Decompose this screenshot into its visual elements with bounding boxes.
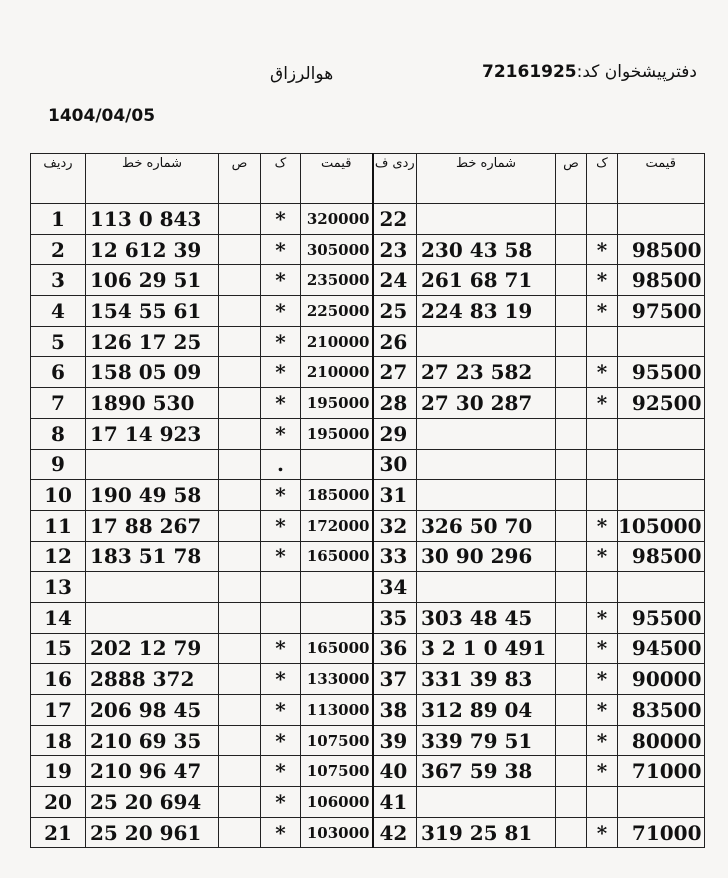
line-number-right: 367 59 38 [417,756,556,787]
document-date: 1404/04/05 [48,106,156,126]
line-number [86,602,219,633]
row-number-right: 24 [373,265,417,296]
kaf-mark: * [261,633,301,664]
row-number-right: 28 [373,388,417,419]
price-right [618,204,705,235]
table-row [31,695,705,726]
row-number-right: 34 [373,572,417,603]
row-number-right: 31 [373,480,417,511]
line-number: 106 29 51 [86,265,219,296]
line-number-right: 261 68 71 [417,265,556,296]
sad-cell [219,388,261,419]
kaf-mark-right: * [587,817,618,848]
table-row [31,449,705,480]
price: 172000 [301,510,373,541]
sad-cell [219,602,261,633]
price [301,572,373,603]
kaf-mark: * [261,787,301,818]
line-number: 17 14 923 [86,418,219,449]
line-number [86,572,219,603]
price: 133000 [301,664,373,695]
office-code-value: 72161925 [482,62,577,82]
price: 195000 [301,388,373,419]
row-number: 8 [31,418,86,449]
kaf-mark-right: * [587,234,618,265]
row-number: 17 [31,695,86,726]
sad-cell [219,357,261,388]
kaf-mark: * [261,357,301,388]
table-row [31,480,705,511]
row-number: 21 [31,817,86,848]
sad-cell [219,418,261,449]
line-number: 2888 372 [86,664,219,695]
line-number: 154 55 61 [86,296,219,327]
row-number: 6 [31,357,86,388]
kaf-mark: * [261,541,301,572]
price: 107500 [301,756,373,787]
price-right: 80000 [618,725,705,756]
header-sad: ص [219,154,261,204]
kaf-mark-right: * [587,725,618,756]
sad-cell-right [556,357,587,388]
kaf-mark: * [261,234,301,265]
price-right: 98500 [618,265,705,296]
price-right [618,449,705,480]
line-number: 206 98 45 [86,695,219,726]
table-header-row [31,154,705,204]
price: 320000 [301,204,373,235]
header-line-number: شماره خط [86,154,219,204]
line-number-right: 326 50 70 [417,510,556,541]
line-number-right: 27 23 582 [417,357,556,388]
kaf-mark-right: * [587,695,618,726]
kaf-mark-right [587,418,618,449]
row-number: 12 [31,541,86,572]
price-right: 83500 [618,695,705,726]
row-number-right: 23 [373,234,417,265]
row-number: 9 [31,449,86,480]
row-number-right: 39 [373,725,417,756]
price-right [618,787,705,818]
sad-cell-right [556,326,587,357]
header-row-number: ردیف [31,154,86,204]
table-row [31,756,705,787]
sad-cell-right [556,296,587,327]
row-number: 7 [31,388,86,419]
line-number: 183 51 78 [86,541,219,572]
kaf-mark-right [587,449,618,480]
table-row [31,265,705,296]
line-number: 25 20 694 [86,787,219,818]
kaf-mark-right [587,787,618,818]
table-row [31,234,705,265]
table-row [31,664,705,695]
row-number-right: 37 [373,664,417,695]
price-right: 95500 [618,602,705,633]
row-number-right: 29 [373,418,417,449]
line-number: 190 49 58 [86,480,219,511]
sad-cell [219,695,261,726]
row-number: 20 [31,787,86,818]
row-number-right: 40 [373,756,417,787]
row-number-right: 25 [373,296,417,327]
line-number-right [417,204,556,235]
line-number: 210 96 47 [86,756,219,787]
row-number-right: 27 [373,357,417,388]
price: 113000 [301,695,373,726]
kaf-mark-right [587,572,618,603]
sad-cell [219,541,261,572]
kaf-mark-right: * [587,756,618,787]
kaf-mark: * [261,480,301,511]
sad-cell [219,787,261,818]
line-number-right [417,326,556,357]
price: 165000 [301,633,373,664]
row-number: 3 [31,265,86,296]
sad-cell-right [556,602,587,633]
line-number-right: 30 90 296 [417,541,556,572]
kaf-mark [261,572,301,603]
row-number-right: 36 [373,633,417,664]
sad-cell [219,296,261,327]
row-number: 16 [31,664,86,695]
kaf-mark: * [261,418,301,449]
kaf-mark-right: * [587,633,618,664]
kaf-mark [261,602,301,633]
sad-cell-right [556,725,587,756]
kaf-mark: * [261,296,301,327]
line-number-right: 319 25 81 [417,817,556,848]
row-number-right: 41 [373,787,417,818]
line-number-right: 303 48 45 [417,602,556,633]
row-number-right: 26 [373,326,417,357]
row-number-right: 38 [373,695,417,726]
price: 210000 [301,326,373,357]
line-number-right: 331 39 83 [417,664,556,695]
line-number: 25 20 961 [86,817,219,848]
kaf-mark: * [261,265,301,296]
kaf-mark-right: * [587,388,618,419]
kaf-mark: * [261,326,301,357]
price-table [30,153,705,848]
kaf-mark-right: * [587,296,618,327]
row-number-right: 35 [373,602,417,633]
price-right: 71000 [618,756,705,787]
table-row [31,510,705,541]
sad-cell-right [556,449,587,480]
kaf-mark-right [587,204,618,235]
price-right: 71000 [618,817,705,848]
price: 185000 [301,480,373,511]
sad-cell [219,265,261,296]
line-number: 17 88 267 [86,510,219,541]
row-number: 2 [31,234,86,265]
line-number: 1890 530 [86,388,219,419]
table-row [31,817,705,848]
line-number: 202 12 79 [86,633,219,664]
kaf-mark: * [261,664,301,695]
line-number-right [417,572,556,603]
row-number-right: 22 [373,204,417,235]
price: 165000 [301,541,373,572]
kaf-mark: * [261,756,301,787]
header-kaf: ک [261,154,301,204]
price-right: 95500 [618,357,705,388]
kaf-mark-right: * [587,510,618,541]
price: 103000 [301,817,373,848]
row-number: 18 [31,725,86,756]
line-number [86,449,219,480]
sad-cell-right [556,695,587,726]
row-number: 13 [31,572,86,603]
row-number: 14 [31,602,86,633]
price: 107500 [301,725,373,756]
row-number: 10 [31,480,86,511]
sad-cell [219,234,261,265]
sad-cell [219,204,261,235]
sad-cell-right [556,787,587,818]
price: 195000 [301,418,373,449]
price-right: 97500 [618,296,705,327]
sad-cell-right [556,756,587,787]
office-code-label: دفترپیشخوان کد: [576,62,697,82]
table-row [31,204,705,235]
price-right: 98500 [618,541,705,572]
table-row [31,541,705,572]
price-right [618,326,705,357]
price-right: 90000 [618,664,705,695]
table-row [31,326,705,357]
sad-cell [219,572,261,603]
table-row [31,418,705,449]
office-code [482,62,697,82]
table-row [31,357,705,388]
header-sad-right: ص [556,154,587,204]
price: 235000 [301,265,373,296]
kaf-mark: . [261,449,301,480]
kaf-mark: * [261,817,301,848]
header-kaf-right: ک [587,154,618,204]
line-number-right: 3 2 1 0 491 [417,633,556,664]
kaf-mark-right [587,480,618,511]
sad-cell-right [556,234,587,265]
kaf-mark-right: * [587,357,618,388]
row-number-right: 32 [373,510,417,541]
line-number: 12 612 39 [86,234,219,265]
sad-cell [219,756,261,787]
line-number-right [417,480,556,511]
row-number: 1 [31,204,86,235]
line-number-right: 312 89 04 [417,695,556,726]
line-number: 210 69 35 [86,725,219,756]
sad-cell [219,725,261,756]
kaf-mark: * [261,510,301,541]
line-number-right: 230 43 58 [417,234,556,265]
sad-cell-right [556,572,587,603]
header-row-number-right: ردی ف [373,154,417,204]
kaf-mark: * [261,204,301,235]
sad-cell-right [556,817,587,848]
table-row [31,572,705,603]
line-number-right [417,787,556,818]
sad-cell [219,480,261,511]
line-number-right: 224 83 19 [417,296,556,327]
price-right: 98500 [618,234,705,265]
line-number: 113 0 843 [86,204,219,235]
line-number-right: 339 79 51 [417,725,556,756]
row-number: 19 [31,756,86,787]
kaf-mark: * [261,725,301,756]
sad-cell-right [556,265,587,296]
price-right: 92500 [618,388,705,419]
sad-cell [219,326,261,357]
sad-cell [219,817,261,848]
kaf-mark-right: * [587,664,618,695]
sad-cell [219,449,261,480]
sad-cell-right [556,418,587,449]
row-number: 11 [31,510,86,541]
sad-cell-right [556,541,587,572]
table-row [31,602,705,633]
price [301,449,373,480]
price: 210000 [301,357,373,388]
sad-cell-right [556,204,587,235]
sad-cell-right [556,388,587,419]
sad-cell-right [556,510,587,541]
line-number-right [417,449,556,480]
header-line-number-right: شماره خط [417,154,556,204]
table-row [31,725,705,756]
sad-cell-right [556,664,587,695]
kaf-mark-right: * [587,541,618,572]
table-row [31,787,705,818]
table-row [31,633,705,664]
sad-cell [219,510,261,541]
line-number: 126 17 25 [86,326,219,357]
line-number-right [417,418,556,449]
kaf-mark: * [261,695,301,726]
header-price-right: قیمت [618,154,705,204]
price [301,602,373,633]
price: 305000 [301,234,373,265]
sad-cell-right [556,480,587,511]
kaf-mark: * [261,388,301,419]
line-number: 158 05 09 [86,357,219,388]
row-number: 4 [31,296,86,327]
kaf-mark-right [587,326,618,357]
price-right [618,418,705,449]
table-row [31,296,705,327]
price-right: 94500 [618,633,705,664]
sad-cell [219,664,261,695]
row-number-right: 42 [373,817,417,848]
sad-cell [219,633,261,664]
line-number-right: 27 30 287 [417,388,556,419]
price-right [618,572,705,603]
price: 225000 [301,296,373,327]
price-right: 105000 [618,510,705,541]
header-price: قیمت [301,154,373,204]
price: 106000 [301,787,373,818]
row-number: 5 [31,326,86,357]
row-number-right: 33 [373,541,417,572]
sad-cell-right [556,633,587,664]
kaf-mark-right: * [587,265,618,296]
price-right [618,480,705,511]
doc-heading: هوالرزاق [270,64,334,84]
table-row [31,388,705,419]
row-number-right: 30 [373,449,417,480]
row-number: 15 [31,633,86,664]
kaf-mark-right: * [587,602,618,633]
